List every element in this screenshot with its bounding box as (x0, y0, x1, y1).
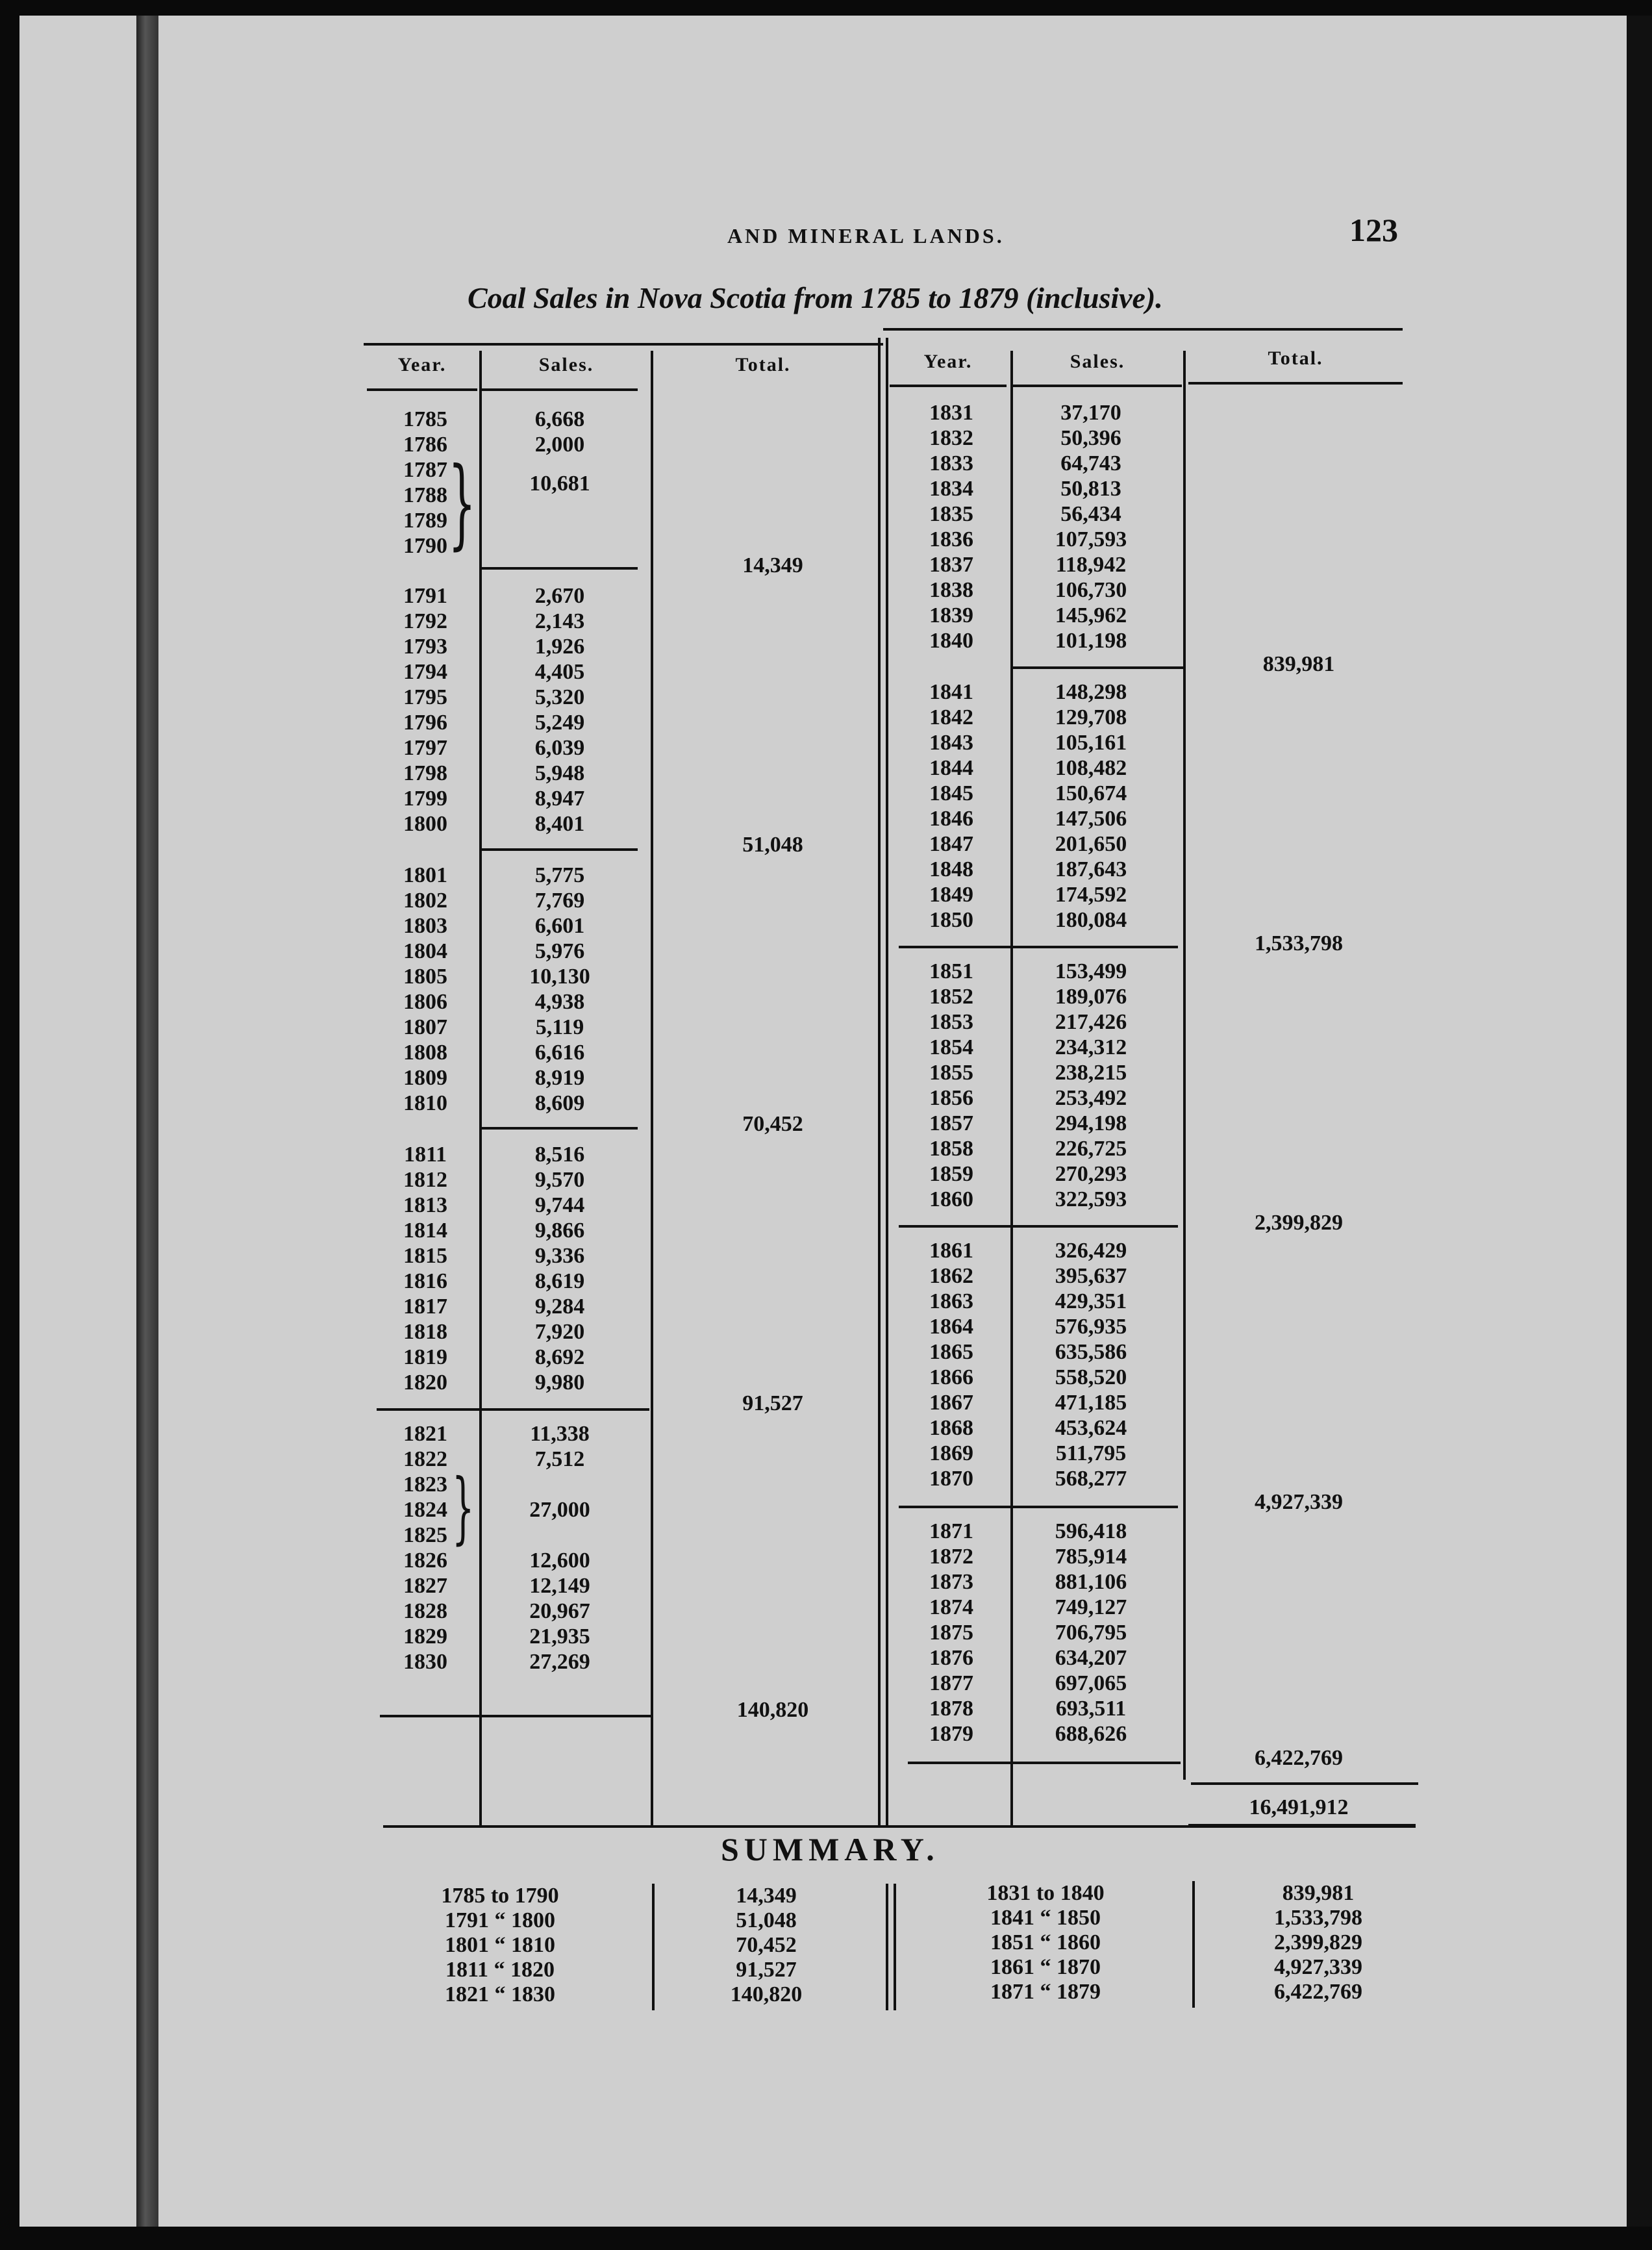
sales-cell: 294,198 (1055, 1111, 1127, 1135)
year-cell: 1852 (929, 985, 973, 1009)
sales-cell: 180,084 (1055, 908, 1127, 932)
right-group-2-total: 1,533,798 (1255, 931, 1343, 955)
header-sales-left: Sales. (538, 354, 594, 375)
year-cell: 1869 (929, 1441, 973, 1465)
summary-double-rule-b (894, 1884, 896, 2010)
sales-cell: 147,506 (1055, 807, 1127, 831)
sales-cell: 2,000 (534, 433, 585, 457)
year-cell: 1805 (403, 965, 447, 989)
right-group-5-sales (1013, 1519, 1169, 1747)
year-cell: 1802 (403, 889, 447, 913)
year-cell: 1816 (403, 1269, 447, 1293)
sales-cell: 596,418 (1055, 1519, 1127, 1543)
year-cell: 1824 (403, 1498, 447, 1522)
summary-total: 14,349 (736, 1884, 797, 1908)
year-cell: 1861 (929, 1239, 973, 1263)
sales-cell: 7,920 (534, 1320, 585, 1344)
year-cell: 1808 (403, 1041, 447, 1065)
summary-total: 91,527 (736, 1958, 797, 1982)
sales-cell: 37,170 (1060, 401, 1121, 425)
sales-cell: 12,600 (529, 1548, 590, 1573)
left-group-4-years (377, 1142, 474, 1395)
right-group-4-years (896, 1238, 1007, 1491)
sales-cell: 697,065 (1055, 1671, 1127, 1695)
header-underline-right-total (1188, 382, 1403, 385)
year-cell: 1798 (403, 761, 447, 785)
year-cell: 1853 (929, 1010, 973, 1034)
year-cell: 1879 (929, 1722, 973, 1746)
sales-cell: 150,674 (1055, 781, 1127, 805)
year-cell: 1797 (403, 736, 447, 760)
sales-cell: 8,947 (534, 787, 585, 811)
sales-cell: 881,106 (1055, 1570, 1127, 1594)
right-group-5-rule (908, 1762, 1181, 1764)
summary-rule-3 (1192, 1881, 1195, 2008)
sales-cell: 576,935 (1055, 1315, 1127, 1339)
sales-cell: 108,482 (1055, 756, 1127, 780)
year-cell: 1855 (929, 1061, 973, 1085)
sales-cell: 56,434 (1060, 502, 1121, 526)
sales-cell: 105,161 (1055, 731, 1127, 755)
sales-cell: 50,396 (1060, 426, 1121, 450)
summary-range: 1831 to 1840 (986, 1881, 1105, 1905)
sales-cell: 145,962 (1055, 603, 1127, 627)
sales-cell: 511,795 (1055, 1441, 1127, 1465)
summary-total: 51,048 (736, 1908, 797, 1932)
right-group-1-total: 839,981 (1262, 652, 1335, 676)
left-group-1-sales (482, 407, 638, 496)
sales-cell: 64,743 (1060, 451, 1121, 475)
year-cell: 1844 (929, 756, 973, 780)
sales-cell: 7,512 (534, 1447, 585, 1471)
sales-cell: 9,284 (534, 1295, 585, 1319)
header-underline-left-sales (482, 388, 638, 391)
sales-cell: 5,775 (534, 863, 585, 887)
sales-cell: 6,039 (534, 736, 585, 760)
right-group-4-total: 4,927,339 (1255, 1490, 1343, 1514)
sales-cell: 4,405 (534, 660, 585, 684)
year-cell: 1828 (403, 1599, 447, 1623)
sales-cell: 118,942 (1055, 553, 1127, 577)
year-cell: 1840 (929, 629, 973, 653)
year-cell: 1856 (929, 1086, 973, 1110)
summary-range: 1801 “ 1810 (445, 1933, 555, 1957)
left-group-1-total: 14,349 (742, 553, 803, 577)
sales-cell: 21,935 (529, 1624, 590, 1649)
year-cell: 1877 (929, 1671, 973, 1695)
sales-cell: 27,000 (529, 1498, 590, 1522)
year-cell: 1804 (403, 939, 447, 963)
right-group-5-total: 6,422,769 (1255, 1746, 1343, 1770)
grand-total: 16,491,912 (1249, 1795, 1349, 1819)
summary-range: 1811 “ 1820 (445, 1958, 555, 1982)
sales-cell: 8,692 (534, 1345, 585, 1369)
header-year-right: Year. (923, 351, 973, 372)
year-cell: 1787 (403, 458, 447, 482)
header-total-left: Total. (735, 354, 791, 375)
year-cell: 1819 (403, 1345, 447, 1369)
sales-cell: 6,601 (534, 914, 585, 938)
year-cell: 1850 (929, 908, 973, 932)
left-group-2-rule (482, 848, 638, 851)
year-cell: 1864 (929, 1315, 973, 1339)
sales-cell: 101,198 (1055, 629, 1127, 653)
sales-cell: 2,670 (534, 584, 585, 608)
left-group-5-sales (482, 1421, 638, 1675)
summary-total: 1,533,798 (1274, 1906, 1362, 1930)
left-group-3-sales (482, 863, 638, 1116)
book-gutter (136, 16, 158, 2227)
year-cell: 1860 (929, 1187, 973, 1211)
year-cell: 1791 (403, 584, 447, 608)
sales-cell: 322,593 (1055, 1187, 1127, 1211)
year-cell: 1867 (929, 1391, 973, 1415)
sales-cell: 634,207 (1055, 1646, 1127, 1670)
sales-cell: 189,076 (1055, 985, 1127, 1009)
year-cell: 1810 (403, 1091, 447, 1115)
sales-cell: 5,948 (534, 761, 585, 785)
year-cell: 1806 (403, 990, 447, 1014)
sales-cell: 27,269 (529, 1650, 590, 1674)
sales-cell: 568,277 (1055, 1467, 1127, 1491)
year-cell: 1820 (403, 1371, 447, 1395)
left-group-4-total: 91,527 (742, 1391, 803, 1415)
sales-cell: 270,293 (1055, 1162, 1127, 1186)
right-group-3-total: 2,399,829 (1255, 1211, 1343, 1235)
sales-cell: 8,619 (534, 1269, 585, 1293)
right-group-2-sales (1013, 679, 1169, 933)
sales-cell: 9,866 (534, 1219, 585, 1243)
center-double-rule-a (878, 338, 881, 1825)
summary-total: 70,452 (736, 1933, 797, 1957)
year-cell: 1858 (929, 1137, 973, 1161)
left-group-5-total: 140,820 (736, 1698, 809, 1722)
year-cell: 1836 (929, 527, 973, 551)
sales-cell: 5,320 (534, 685, 585, 709)
grand-total-rule (1191, 1782, 1418, 1785)
year-cell: 1813 (403, 1193, 447, 1217)
sales-cell: 6,668 (534, 407, 585, 431)
year-cell: 1847 (929, 832, 973, 856)
grand-total-underline (1188, 1824, 1416, 1827)
right-group-5-years (896, 1519, 1007, 1747)
year-cell: 1862 (929, 1264, 973, 1288)
sales-cell: 238,215 (1055, 1061, 1127, 1085)
sales-cell: 688,626 (1055, 1722, 1127, 1746)
sales-cell: 148,298 (1055, 680, 1127, 704)
sales-cell: 129,708 (1055, 705, 1127, 729)
sales-cell: 8,609 (534, 1091, 585, 1115)
year-cell: 1859 (929, 1162, 973, 1186)
sales-cell: 153,499 (1055, 959, 1127, 983)
year-cell: 1835 (929, 502, 973, 526)
summary-left-ranges (416, 1884, 584, 2007)
year-cell: 1832 (929, 426, 973, 450)
summary-total: 2,399,829 (1274, 1930, 1362, 1954)
header-underline-right-year (890, 385, 1007, 387)
sales-cell: 8,516 (534, 1143, 585, 1167)
sales-cell: 7,769 (534, 889, 585, 913)
sales-cell: 2,143 (534, 609, 585, 633)
sales-cell: 635,586 (1055, 1340, 1127, 1364)
year-cell: 1800 (403, 812, 447, 836)
sales-cell: 217,426 (1055, 1010, 1127, 1034)
summary-title: SUMMARY. (721, 1831, 940, 1867)
sales-cell: 10,130 (529, 965, 590, 989)
right-group-3-sales (1013, 959, 1169, 1212)
sales-cell: 4,938 (534, 990, 585, 1014)
summary-total: 839,981 (1282, 1881, 1355, 1905)
right-group-1-sales (1013, 400, 1169, 653)
right-group-2-years (896, 679, 1007, 933)
sales-cell: 693,511 (1055, 1697, 1127, 1721)
year-cell: 1815 (403, 1244, 447, 1268)
sales-cell: 201,650 (1055, 832, 1127, 856)
year-cell: 1866 (929, 1365, 973, 1389)
sales-cell: 253,492 (1055, 1086, 1127, 1110)
left-group-2-sales (482, 583, 638, 837)
year-cell: 1871 (929, 1519, 973, 1543)
year-cell: 1876 (929, 1646, 973, 1670)
sales-cell: 8,919 (534, 1066, 585, 1090)
year-cell: 1834 (929, 477, 973, 501)
year-cell: 1821 (403, 1422, 447, 1446)
summary-right-ranges (955, 1881, 1136, 2004)
sales-cell: 234,312 (1055, 1035, 1127, 1059)
sales-cell: 326,429 (1055, 1239, 1127, 1263)
summary-range: 1785 to 1790 (441, 1884, 559, 1908)
year-cell: 1803 (403, 914, 447, 938)
year-cell: 1846 (929, 807, 973, 831)
year-cell: 1872 (929, 1545, 973, 1569)
left-rule-2 (651, 351, 653, 1825)
right-group-2-rule (899, 946, 1178, 948)
sales-cell: 9,570 (534, 1168, 585, 1192)
year-cell: 1822 (403, 1447, 447, 1471)
year-cell: 1811 (403, 1143, 447, 1167)
year-cell: 1841 (929, 680, 973, 704)
sales-cell: 50,813 (1060, 477, 1121, 501)
year-cell: 1848 (929, 857, 973, 881)
year-cell: 1854 (929, 1035, 973, 1059)
year-cell: 1794 (403, 660, 447, 684)
year-cell: 1789 (403, 509, 447, 533)
year-cell: 1829 (403, 1624, 447, 1649)
year-cell: 1870 (929, 1467, 973, 1491)
sales-cell: 749,127 (1055, 1595, 1127, 1619)
summary-range: 1871 “ 1879 (990, 1980, 1101, 2004)
year-cell: 1827 (403, 1574, 447, 1598)
year-cell: 1796 (403, 711, 447, 735)
year-cell: 1865 (929, 1340, 973, 1364)
year-cell: 1837 (929, 553, 973, 577)
year-cell: 1878 (929, 1697, 973, 1721)
year-cell: 1851 (929, 959, 973, 983)
year-cell: 1812 (403, 1168, 447, 1192)
left-group-4-rule (377, 1408, 649, 1411)
year-cell: 1801 (403, 863, 447, 887)
sales-cell: 471,185 (1055, 1391, 1127, 1415)
year-cell: 1845 (929, 781, 973, 805)
right-group-4-sales (1013, 1238, 1169, 1491)
year-cell: 1857 (929, 1111, 973, 1135)
left-header-rule (364, 343, 883, 346)
summary-left-totals (688, 1884, 844, 2007)
sales-cell: 11,338 (530, 1422, 590, 1446)
left-group-2-years (377, 583, 474, 837)
running-head: AND MINERAL LANDS. (727, 224, 1005, 247)
left-group-5-rule (380, 1715, 653, 1717)
right-rule-2 (1183, 351, 1186, 1780)
summary-rule-1 (652, 1884, 655, 2010)
year-cell: 1817 (403, 1295, 447, 1319)
year-cell: 1838 (929, 578, 973, 602)
sales-cell: 20,967 (529, 1599, 590, 1623)
year-cell: 1795 (403, 685, 447, 709)
center-double-rule-b (886, 338, 888, 1825)
year-cell: 1826 (403, 1548, 447, 1573)
sales-cell: 9,336 (534, 1244, 585, 1268)
table-title: Coal Sales in Nova Scotia from 1785 to 1879 (inclusive). (468, 281, 1163, 314)
page-number: 123 (1349, 212, 1398, 248)
year-cell: 1809 (403, 1066, 447, 1090)
year-cell: 1830 (403, 1650, 447, 1674)
sales-cell: 429,351 (1055, 1289, 1127, 1313)
year-cell: 1863 (929, 1289, 973, 1313)
year-cell: 1785 (403, 407, 447, 431)
sales-cell: 1,926 (534, 635, 585, 659)
summary-total: 4,927,339 (1274, 1955, 1362, 1979)
sales-cell: 6,616 (534, 1041, 585, 1065)
header-total-right: Total. (1268, 348, 1323, 369)
left-group-1-rule (482, 567, 638, 570)
year-cell: 1814 (403, 1219, 447, 1243)
summary-range: 1861 “ 1870 (990, 1955, 1101, 1979)
year-cell: 1825 (403, 1523, 447, 1547)
right-group-3-rule (899, 1225, 1178, 1228)
year-cell: 1792 (403, 609, 447, 633)
summary-total: 140,820 (730, 1982, 803, 2006)
sales-cell: 706,795 (1055, 1621, 1127, 1645)
summary-total: 6,422,769 (1274, 1980, 1362, 2004)
sales-cell: 12,149 (529, 1574, 590, 1598)
header-underline-right-sales (1013, 385, 1182, 387)
year-cell: 1843 (929, 731, 973, 755)
year-cell: 1831 (929, 401, 973, 425)
right-group-4-rule (899, 1506, 1178, 1508)
year-cell: 1874 (929, 1595, 973, 1619)
sales-cell: 187,643 (1055, 857, 1127, 881)
left-group-3-rule (482, 1127, 638, 1130)
year-cell: 1868 (929, 1416, 973, 1440)
left-group-3-years (377, 863, 474, 1116)
summary-double-rule-a (886, 1884, 888, 2010)
sales-cell: 106,730 (1055, 578, 1127, 602)
sales-cell: 174,592 (1055, 883, 1127, 907)
brace-1823-1825: } (452, 1463, 475, 1553)
year-cell: 1788 (403, 483, 447, 507)
left-group-2-total: 51,048 (742, 833, 803, 857)
left-group-4-sales (482, 1142, 638, 1395)
year-cell: 1839 (929, 603, 973, 627)
brace-1787-1790: } (448, 447, 476, 560)
summary-range: 1791 “ 1800 (445, 1908, 555, 1932)
year-cell: 1799 (403, 787, 447, 811)
year-cell: 1790 (403, 534, 447, 558)
summary-range: 1821 “ 1830 (445, 1982, 555, 2006)
sales-cell: 9,980 (534, 1371, 585, 1395)
right-group-1-years (896, 400, 1007, 653)
left-group-3-total: 70,452 (742, 1112, 803, 1136)
year-cell: 1833 (929, 451, 973, 475)
year-cell: 1818 (403, 1320, 447, 1344)
summary-right-totals (1234, 1881, 1403, 2004)
header-year-left: Year. (397, 354, 447, 375)
summary-range: 1851 “ 1860 (990, 1930, 1101, 1954)
year-cell: 1793 (403, 635, 447, 659)
sales-cell: 395,637 (1055, 1264, 1127, 1288)
table-top-rule (883, 328, 1403, 331)
year-cell: 1823 (403, 1473, 447, 1497)
sales-cell: 5,119 (535, 1015, 584, 1039)
year-cell: 1807 (403, 1015, 447, 1039)
sales-cell: 453,624 (1055, 1416, 1127, 1440)
sales-cell: 10,681 (529, 472, 590, 496)
sales-cell: 107,593 (1055, 527, 1127, 551)
year-cell: 1786 (403, 433, 447, 457)
year-cell: 1875 (929, 1621, 973, 1645)
sales-cell: 9,744 (534, 1193, 585, 1217)
year-cell: 1849 (929, 883, 973, 907)
sales-cell: 226,725 (1055, 1137, 1127, 1161)
year-cell: 1873 (929, 1570, 973, 1594)
right-group-3-years (896, 959, 1007, 1212)
sales-cell: 5,976 (534, 939, 585, 963)
header-underline-left-year (367, 388, 477, 391)
scan-border (1627, 16, 1652, 2227)
year-cell: 1842 (929, 705, 973, 729)
right-group-1-rule (1010, 666, 1183, 669)
sales-cell: 5,249 (534, 711, 585, 735)
summary-range: 1841 “ 1850 (990, 1906, 1101, 1930)
header-sales-right: Sales. (1070, 351, 1125, 372)
sales-cell: 785,914 (1055, 1545, 1127, 1569)
sales-cell: 8,401 (534, 812, 585, 836)
sales-cell: 558,520 (1055, 1365, 1127, 1389)
